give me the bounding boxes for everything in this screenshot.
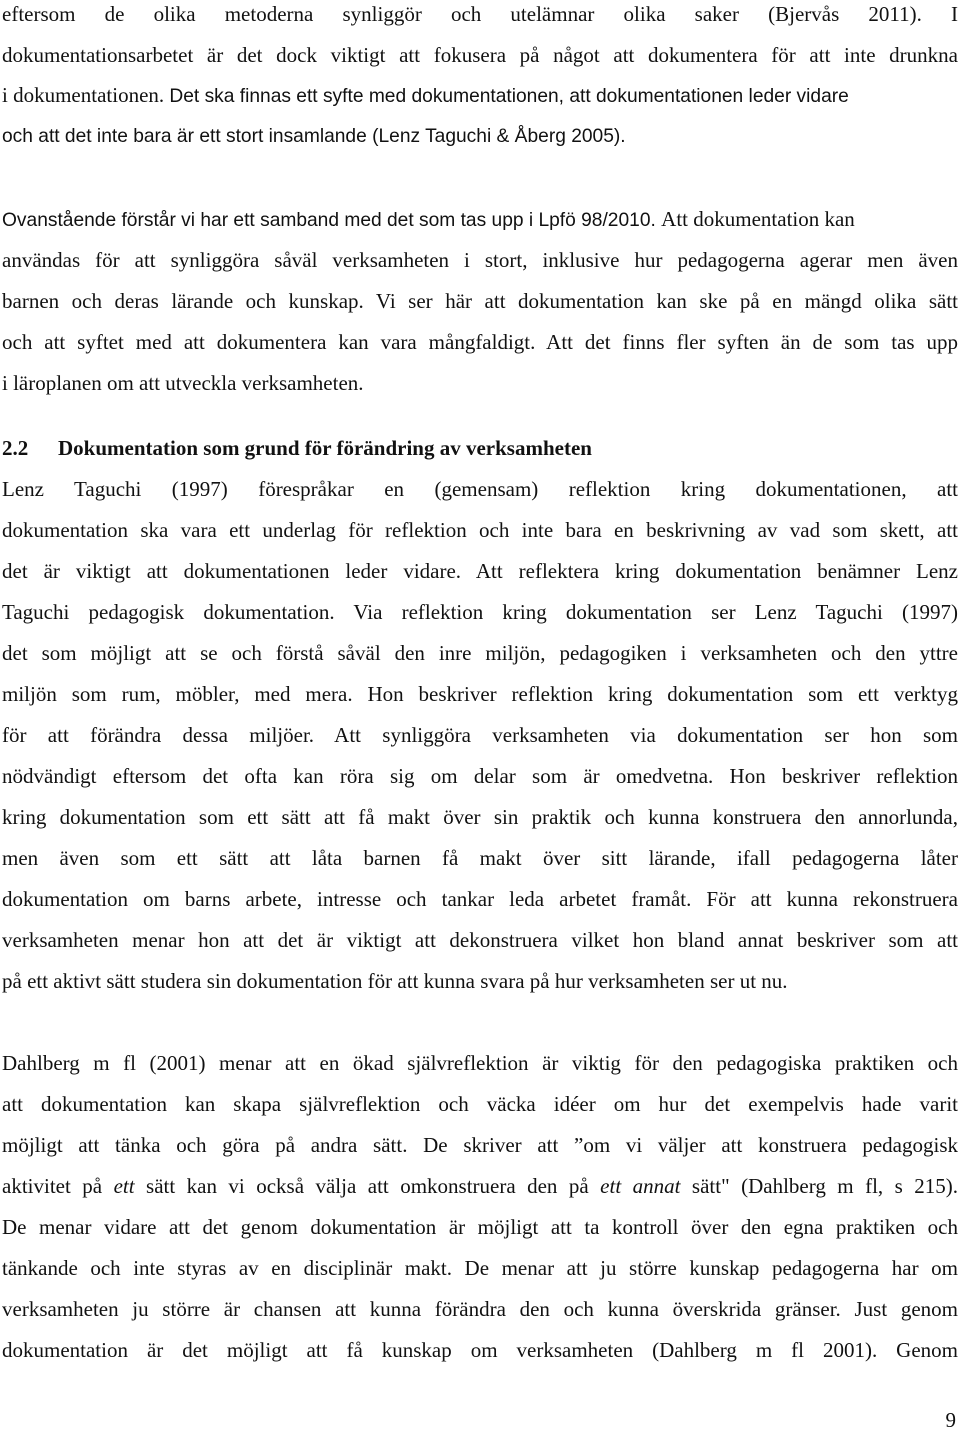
text-line [2, 845, 958, 871]
text-line [2, 1132, 958, 1158]
text-segment: miljön som rum, möbler, med mera. Hon beskriver reflektion kring dokumentation som ett verktyg [2, 682, 958, 706]
text-segment: Ovanstående förstår vi har ett samband med det som tas upp i Lpfö 98/2010. [2, 210, 662, 231]
text-segment: användas för att synliggöra såväl verksamheten i stort, inklusive hur pedagogerna agerar men även [2, 248, 958, 272]
text-segment: för att förändra dessa miljöer. Att synliggöra verksamheten via dokumentation ser hon som [2, 723, 958, 747]
text-line [2, 927, 958, 953]
text-segment: sätt kan vi också välja att omkonstruera den på [134, 1174, 601, 1198]
text-line [2, 1050, 958, 1076]
text-segment: dokumentation om barns arbete, intresse och tankar leda arbetet framåt. För att kunna rekonstruera [2, 887, 958, 911]
text-segment: nödvändigt eftersom det ofta kan röra sig om delar som är omedvetna. Hon beskriver reflektion [2, 764, 958, 788]
text-segment: det som möjligt att se och förstå såväl den inre miljön, pedagogiken i verksamheten och den yttre [2, 641, 958, 665]
text-segment: möjligt att tänka och göra på andra sätt. De skriver att ”om vi väljer att konstruera pedagogisk [2, 1133, 958, 1157]
text-segment: ett [113, 1174, 135, 1198]
text-segment: kring dokumentation som ett sätt att få makt över sin praktik och kunna konstruera den annorlunda, [2, 805, 958, 829]
text-line [2, 1173, 958, 1199]
page-number: 9 [945, 1408, 956, 1432]
text-line [2, 476, 958, 502]
text-segment: verksamheten ju större är chansen att kunna förändra den och kunna överskrida gränser. Just genom [2, 1297, 958, 1321]
text-segment: ett annat [600, 1174, 681, 1198]
text-segment: och att syftet med att dokumentera kan vara mångfaldigt. Att det finns fler syften än de som tas upp [2, 330, 958, 354]
text-line [2, 517, 958, 543]
text-line [2, 42, 958, 68]
text-segment: att dokumentation kan skapa självreflektion och väcka idéer om hur det exempelvis hade varit [2, 1092, 958, 1116]
text-segment: Dokumentation som grund för förändring av verksamheten [58, 436, 592, 460]
text-segment: i dokumentationen. [2, 83, 170, 107]
text-line [2, 206, 958, 234]
text-segment: Det ska finnas ett syfte med dokumentationen, att dokumentationen leder vidare [169, 86, 849, 107]
text-segment: eftersom de olika metoderna synliggör och utelämnar olika saker (Bjervås 2011). I [2, 2, 958, 26]
text-line [2, 1091, 958, 1117]
text-line [2, 288, 958, 314]
text-line [2, 804, 958, 830]
text-line [2, 1255, 958, 1281]
text-line [2, 968, 958, 994]
text-line [2, 1296, 958, 1322]
section-number: 2.2 [2, 436, 29, 460]
text-line [2, 1214, 958, 1240]
text-line [2, 599, 958, 625]
text-line [2, 370, 958, 396]
text-line [2, 886, 958, 912]
text-segment: på ett aktivt sätt studera sin dokumentation för att kunna svara på hur verksamheten ser ut nu. [2, 969, 788, 993]
text-segment: men även som ett sätt att låta barnen få makt över sitt lärande, ifall pedagogerna låter [2, 846, 958, 870]
text-segment: De menar vidare att det genom dokumentation är möjligt att ta kontroll över den egna praktiken och [2, 1215, 958, 1239]
text-segment: verksamheten menar hon att det är viktigt att dekonstruera vilket hon bland annat beskriver som att [2, 928, 958, 952]
text-segment: sätt" (Dahlberg m fl, s 215). [680, 1174, 959, 1198]
text-line [2, 124, 958, 150]
text-line [2, 722, 958, 748]
text-segment: dokumentation ska vara ett underlag för reflektion och inte bara en beskrivning av vad som skett, att [2, 518, 958, 542]
text-segment: aktivitet på [2, 1174, 114, 1198]
text-segment: barnen och deras lärande och kunskap. Vi ser här att dokumentation kan ske på en mängd olika sätt [2, 289, 958, 313]
text-segment: och att det inte bara är ett stort insamlande (Lenz Taguchi & Åberg 2005). [2, 126, 626, 147]
text-line [2, 247, 958, 273]
text-line [2, 640, 958, 666]
text-segment: Dahlberg m fl (2001) menar att en ökad självreflektion är viktig för den pedagogiska praktiken och [2, 1051, 958, 1075]
text-line [2, 82, 958, 110]
text-line [2, 329, 958, 355]
text-segment: tänkande och inte styras av en disciplinär makt. De menar att ju större kunskap pedagogerna har om [2, 1256, 958, 1280]
text-segment: dokumentation är det möjligt att få kunskap om verksamheten (Dahlberg m fl 2001). Genom [2, 1338, 958, 1362]
text-line [2, 1337, 958, 1363]
text-line [2, 681, 958, 707]
text-line [2, 1, 958, 27]
text-segment: dokumentationsarbetet är det dock viktigt att fokusera på något att dokumentera för att inte drunkna [2, 43, 958, 67]
text-segment: i läroplanen om att utveckla verksamheten. [2, 371, 364, 395]
text-segment: Taguchi pedagogisk dokumentation. Via reflektion kring dokumentation ser Lenz Taguchi (1997) [2, 600, 958, 624]
text-line [2, 763, 958, 789]
section-heading [2, 435, 958, 461]
text-segment: Lenz Taguchi (1997) förespråkar en (gemensam) reflektion kring dokumentationen, att [2, 477, 958, 501]
text-segment: det är viktigt att dokumentationen leder vidare. Att reflektera kring dokumentation benämner Lenz [2, 559, 958, 583]
text-segment: Att dokumentation kan [661, 207, 855, 231]
text-line [2, 558, 958, 584]
